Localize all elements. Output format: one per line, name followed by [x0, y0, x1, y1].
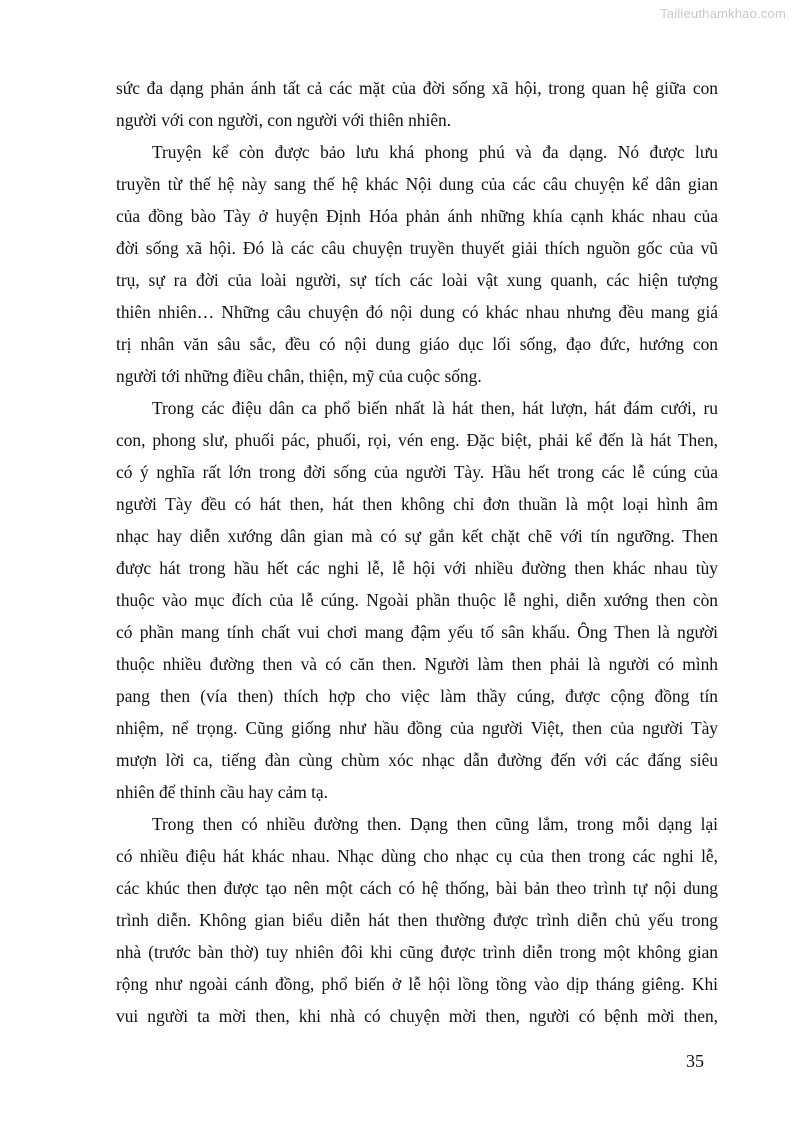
paragraph: [116, 72, 718, 136]
watermark: Tailieuthamkhao.com: [660, 6, 786, 21]
text-line: mượn lời ca, tiếng đàn cùng chùm xóc nhạc dẫn đường đến với các đấng siêu: [116, 750, 718, 770]
text-line: nhạc hay diễn xướng dân gian mà có sự gắn kết chặt chẽ với tín ngưỡng. Then: [116, 526, 718, 546]
text-line: người Tày đều có hát then, hát then không chỉ đơn thuần là một loại hình âm: [116, 494, 718, 514]
paragraph: [116, 808, 718, 1032]
text-line: thuộc vào mục đích của lễ cúng. Ngoài phần thuộc lễ nghi, diễn xướng then còn: [116, 590, 718, 610]
text-line: nhà (trước bàn thờ) tuy nhiên đôi khi cũng được trình diễn trong một không gian: [116, 942, 718, 962]
paragraph: [116, 392, 718, 808]
text-line: vui người ta mời then, khi nhà có chuyện mời then, người có bệnh mời then,: [116, 1006, 718, 1026]
text-line: người với con người, con người với thiên nhiên.: [116, 110, 452, 130]
text-line: các khúc then được tạo nên một cách có hệ thống, bài bản theo trình tự nội dung: [116, 878, 718, 898]
text-line: pang then (vía then) thích hợp cho việc làm thầy cúng, được cộng đồng tín: [116, 686, 718, 706]
text-line: con, phong slư, phuối pác, phuối, rọi, vén eng. Đặc biệt, phải kể đến là hát Then,: [116, 430, 718, 450]
text-line: của đồng bào Tày ở huyện Định Hóa phản ánh những khía cạnh khác nhau của: [116, 206, 718, 226]
text-line: được hát trong hầu hết các nghi lễ, lễ hội với nhiều đường then khác nhau tùy: [116, 558, 718, 578]
text-line: rộng như ngoài cánh đồng, phổ biến ở lễ hội lồng tồng vào dịp tháng giêng. Khi: [116, 974, 718, 994]
text-line: trị nhân văn sâu sắc, đều có nội dung giáo dục lối sống, đạo đức, hướng con: [116, 334, 718, 354]
paragraph: [116, 136, 718, 392]
document-body: [116, 72, 718, 1032]
text-line: thiên nhiên… Những câu chuyện đó nội dung có khác nhau nhưng đều mang giá: [116, 302, 718, 322]
text-line: Trong các điệu dân ca phổ biến nhất là hát then, hát lượn, hát đám cưới, ru: [152, 398, 718, 418]
text-line: trụ, sự ra đời của loài người, sự tích các loài vật xung quanh, các hiện tượng: [116, 270, 718, 290]
text-line: người tới những điều chân, thiện, mỹ của cuộc sống.: [116, 366, 482, 386]
text-line: có nhiều điệu hát khác nhau. Nhạc dùng cho nhạc cụ của then trong các nghi lễ,: [116, 846, 718, 866]
page-number: 35: [686, 1051, 704, 1071]
text-line: có phần mang tính chất vui chơi mang đậm yếu tố sân khấu. Ông Then là người: [116, 622, 718, 642]
text-line: thuộc nhiều đường then và có căn then. Người làm then phải là người có mình: [116, 654, 718, 674]
text-line: có ý nghĩa rất lớn trong đời sống của người Tày. Hầu hết trong các lễ cúng của: [116, 462, 718, 482]
text-line: Truyện kể còn được bảo lưu khá phong phú và đa dạng. Nó được lưu: [152, 142, 718, 162]
text-line: sức đa dạng phản ánh tất cả các mặt của đời sống xã hội, trong quan hệ giữa con: [116, 78, 718, 98]
text-line: đời sống xã hội. Đó là các câu chuyện truyền thuyết giải thích nguồn gốc của vũ: [116, 238, 718, 258]
text-line: trình diễn. Không gian biểu diễn hát then thường được trình diễn chủ yếu trong: [116, 910, 718, 930]
text-line: nhiên để thỉnh cầu hay cảm tạ.: [116, 782, 328, 802]
text-line: nhiệm, nể trọng. Cũng giống như hầu đồng của người Việt, then của người Tày: [116, 718, 718, 738]
text-line: Trong then có nhiều đường then. Dạng then cũng lắm, trong mỗi dạng lại: [152, 814, 718, 834]
text-line: truyền từ thế hệ này sang thế hệ khác Nội dung của các câu chuyện kể dân gian: [116, 174, 718, 194]
